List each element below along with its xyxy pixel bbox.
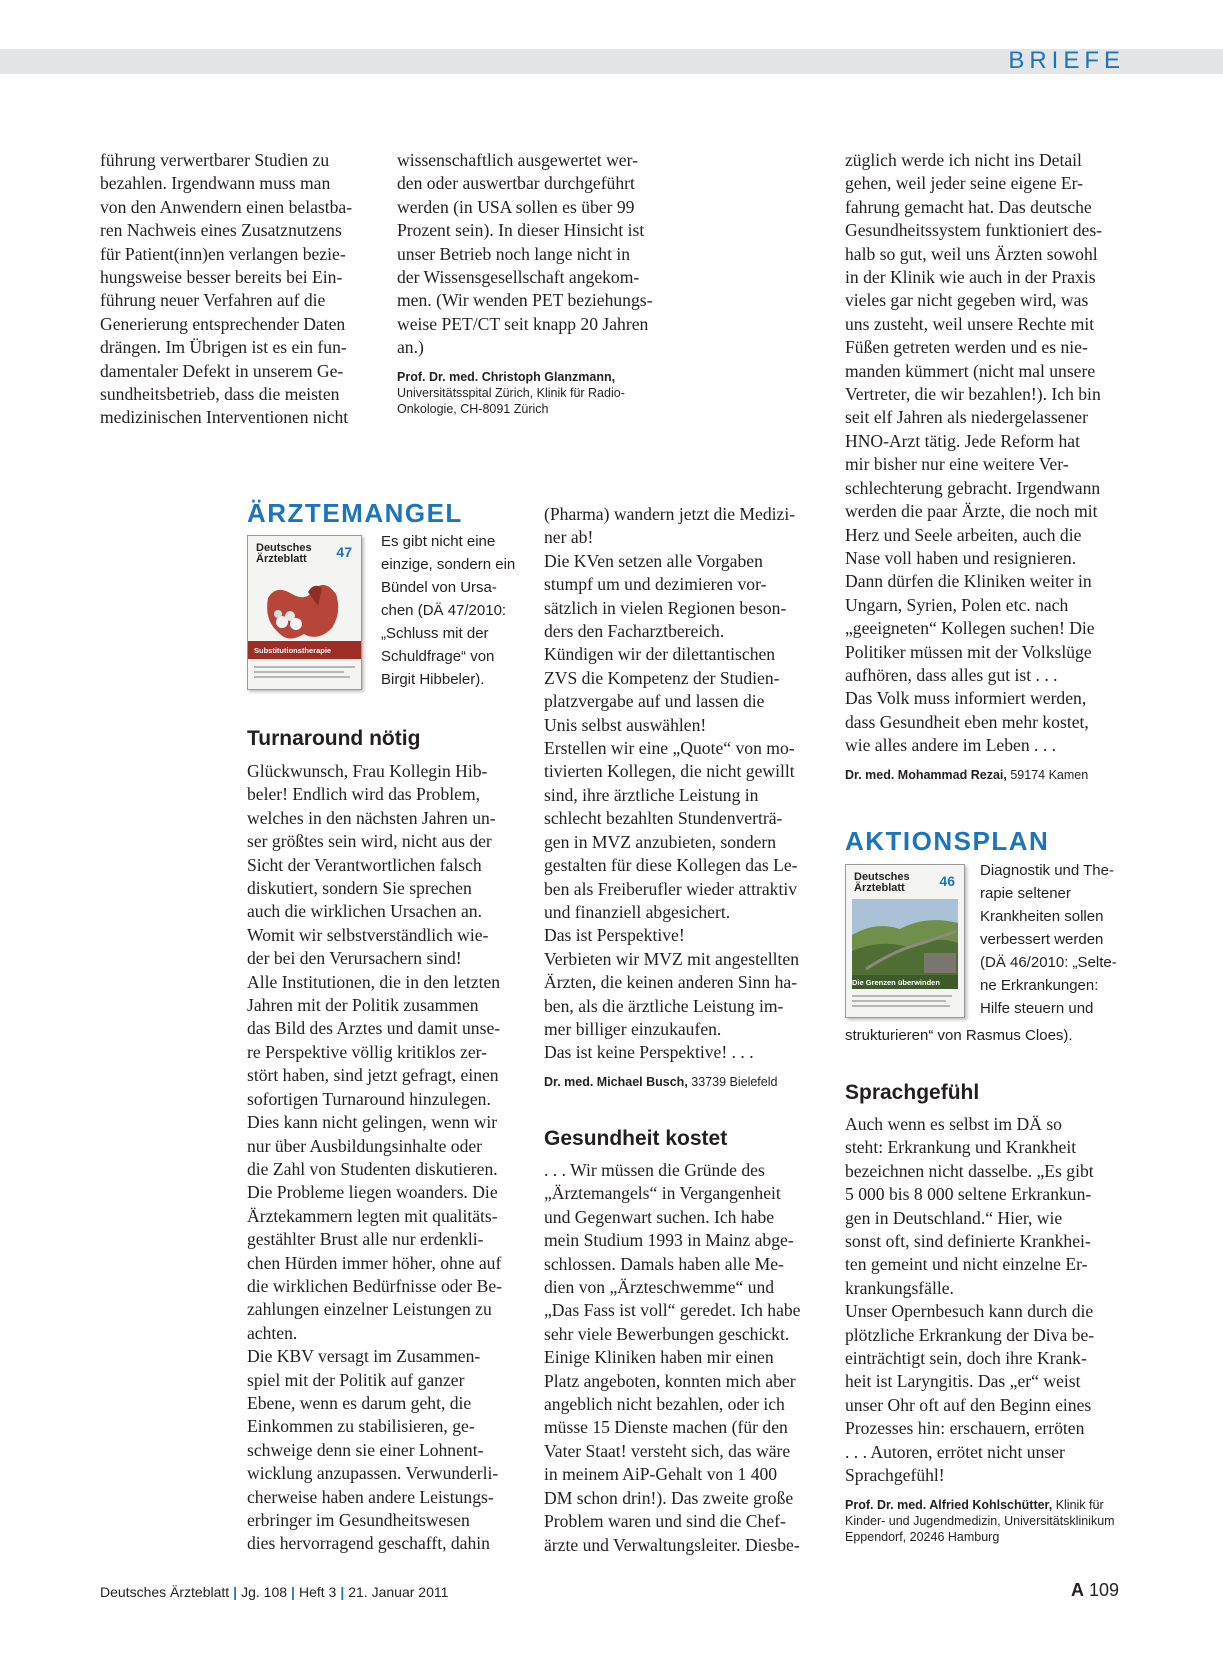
text-line: Sprachgefühl! <box>845 1465 945 1486</box>
text-line: Kinder- und Jugendmedizin, Universitätsklinikum <box>845 1513 1115 1528</box>
text-line: gestählter Brust alle nur erdenkli- <box>247 1229 484 1250</box>
text-line: ZVS die Kompetenz der Studien- <box>544 667 780 688</box>
text-line: Einkommen zu stabilisieren, ge- <box>247 1416 475 1437</box>
cover-issue-number: 47 <box>336 544 352 560</box>
text-line: die wirklichen Bedürfnisse oder Be- <box>247 1275 503 1296</box>
text-line: Universitätsspital Zürich, Klinik für Radio- <box>397 385 625 400</box>
rezai-signature <box>845 767 1130 783</box>
busch-signature <box>544 1074 829 1090</box>
text-line: gestalten für diese Kollegen das Le- <box>544 855 798 876</box>
footer-separator: | <box>340 1584 345 1600</box>
text-line: den oder auswertbar durchgeführt <box>397 173 635 194</box>
text-line: Politiker müssen mit der Volkslüge <box>845 641 1092 662</box>
aerztemangel-teaser <box>381 530 531 691</box>
signature-name: Prof. Dr. med. Alfried Kohlschütter, <box>845 1497 1053 1512</box>
text-line: Kündigen wir der dilettantischen <box>544 644 776 665</box>
text-line: Sicht der Verantwortlichen falsch <box>247 854 482 875</box>
text-line: . . . Wir müssen die Gründe des <box>544 1160 765 1180</box>
text-line: Gesundheitssystem funktioniert des- <box>845 220 1103 241</box>
signature-affiliation <box>845 1513 1130 1545</box>
text-line: „geeigneten“ Kollegen suchen! Die <box>845 618 1095 639</box>
text-line: Ärztekammern legten mit qualitäts- <box>247 1205 498 1226</box>
col2-top-text <box>397 149 687 417</box>
text-line: Diagnostik und The- <box>980 862 1114 879</box>
kohlschuetter-signature <box>845 1497 1130 1545</box>
text-line: Unser Opernbesuch kann durch die <box>845 1301 1094 1322</box>
sprachgefuehl-lines <box>845 1113 1130 1488</box>
text-line: ben als Freiberufler wieder attraktiv <box>544 878 798 899</box>
signature-name: Prof. Dr. med. Christoph Glanzmann, <box>397 369 616 384</box>
text-line: krankungsfälle. <box>845 1277 954 1298</box>
section-kicker-aktionsplan: AKTIONSPLAN <box>845 826 1050 856</box>
text-line: einträchtigt sein, doch ihre Krank- <box>845 1348 1087 1369</box>
gesundheit-body <box>544 1159 829 1557</box>
text-line: DM schon drin!). Das zweite große <box>544 1487 794 1508</box>
text-line: welches in den nächsten Jahren un- <box>247 807 496 828</box>
text-line: mer billiger einzukaufen. <box>544 1018 722 1039</box>
text-line: unser Betrieb noch lange nicht in <box>397 243 631 264</box>
text-line: in der Klinik wie auch in der Praxis <box>845 267 1096 288</box>
glanzmann-letter-body <box>397 149 687 360</box>
text-line: züglich werde ich nicht ins Detail <box>845 150 1082 170</box>
section-label: BRIEFE <box>1008 47 1125 74</box>
text-line: drängen. Im Übrigen ist es ein fun- <box>100 337 347 358</box>
text-line: müsse 15 Dienste machen (für den <box>544 1417 788 1438</box>
text-line: werden die paar Ärzte, die noch mit <box>845 501 1098 522</box>
text-line: die Zahl von Studenten diskutieren. <box>247 1158 498 1179</box>
text-line: vieles gar nicht gegeben wird, was <box>845 290 1089 311</box>
text-line: in meinem AiP-Gehalt von 1 400 <box>544 1464 778 1485</box>
text-line: wie alles andere im Leben . . . <box>845 735 1057 756</box>
text-line: dien von „Ärzteschwemme“ und <box>544 1277 775 1298</box>
text-line: führung verwertbarer Studien zu <box>100 150 330 170</box>
text-line: das Bild des Arztes und damit unse- <box>247 1018 501 1039</box>
text-line: führung neuer Verfahren auf die <box>100 290 326 311</box>
aktionsplan-teaser <box>980 859 1130 1020</box>
text-line: gen in MVZ anzubieten, sondern <box>544 831 777 852</box>
text-line: Eppendorf, 20246 Hamburg <box>845 1529 1000 1544</box>
rezai-letter-body <box>845 149 1130 783</box>
page-number-value: 109 <box>1088 1580 1119 1600</box>
text-line: ren Nachweis eines Zusatznutzens <box>100 220 342 241</box>
text-line: achten. <box>247 1322 298 1343</box>
text-line: schweige denn sie einer Lohnent- <box>247 1439 484 1460</box>
text-line: cherweise haben andere Leistungs- <box>247 1486 494 1507</box>
footer-separator: | <box>291 1584 295 1600</box>
text-line: bezeichnen nicht dasselbe. „Es gibt <box>845 1160 1094 1181</box>
headline-sprachgefuehl: Sprachgefühl <box>845 1081 980 1104</box>
text-line: Womit wir selbstverständlich wie- <box>247 924 489 945</box>
text-line: Herz und Seele arbeiten, auch die <box>845 524 1082 545</box>
cover-thumbnail-46 <box>845 864 965 1018</box>
text-line: Das Volk muss informiert werden, <box>845 688 1087 709</box>
text-line: ten gemeint und nicht einzelne Er- <box>845 1254 1088 1275</box>
text-line: 5 000 bis 8 000 seltene Erkrankun- <box>845 1184 1092 1205</box>
text-line: Krankheiten sollen <box>980 908 1104 925</box>
signature-affiliation-start: Klinik für <box>1052 1497 1104 1512</box>
text-line: Bündel von Ursa- <box>381 579 497 596</box>
text-line: Auch wenn es selbst im DÄ so <box>845 1114 1062 1134</box>
text-line: einzige, sondern ein <box>381 556 516 573</box>
text-line: wissenschaftlich ausgewertet wer- <box>397 150 638 170</box>
text-line: Dies kann nicht gelingen, wenn wir <box>247 1112 498 1133</box>
text-line: für Patient(inn)en verlangen bezie- <box>100 243 346 264</box>
busch-letter-body <box>544 503 829 1090</box>
text-line: „Das Fass ist voll“ geredet. Ich habe <box>544 1300 801 1321</box>
text-line: manden kümmert (nicht mal unsere <box>845 360 1096 381</box>
headline-turnaround: Turnaround nötig <box>247 727 421 750</box>
cover-logo: Deutsches Ärzteblatt <box>256 542 312 565</box>
text-line: Birgit Hibbeler). <box>381 671 485 688</box>
text-line: beler! Endlich wird das Problem, <box>247 784 481 805</box>
text-line: Nase voll haben und resignieren. <box>845 547 1077 568</box>
text-line: ders den Facharztbereich. <box>544 621 725 642</box>
text-line: schlecht bezahlten Stundenverträ- <box>544 808 783 829</box>
sprachgefuehl-body <box>845 1113 1130 1545</box>
text-line: HNO-Arzt tätig. Jede Reform hat <box>845 430 1080 451</box>
text-line: dass Gesundheit eben mehr kostet, <box>845 711 1089 732</box>
busch-letter-lines <box>544 503 829 1065</box>
text-line: und Gegenwart suchen. Ich habe <box>544 1206 775 1227</box>
signature-affiliation <box>397 385 687 417</box>
text-line: „Ärztemangels“ in Vergangenheit <box>544 1183 781 1204</box>
text-line: der Wissensgesellschaft angekom- <box>397 267 640 288</box>
section-kicker-aerztemangel: ÄRZTEMANGEL <box>247 498 463 528</box>
text-line: schlechterung gebracht. Irgendwann <box>845 477 1101 498</box>
headline-gesundheit-kostet: Gesundheit kostet <box>544 1127 728 1150</box>
text-line: ser größtes sein wird, nicht aus der <box>247 831 492 852</box>
footer-separator: | <box>233 1584 238 1600</box>
text-line: Vertreter, die wir bezahlen!). Ich bin <box>845 384 1101 405</box>
text-line: schlossen. Damals haben alle Me- <box>544 1253 784 1274</box>
text-line: Ebene, wenn es darum geht, die <box>247 1392 472 1413</box>
text-line: uns zusteht, weil unsere Rechte mit <box>845 313 1095 334</box>
footer-journal: Deutsches Ärzteblatt <box>100 1584 230 1600</box>
text-line: „Schluss mit der <box>381 625 489 642</box>
cover-title: Substitutionstherapie <box>254 646 332 655</box>
text-line: Prozesses hin: erschauern, erröten <box>845 1418 1085 1439</box>
page-footer <box>100 1584 448 1600</box>
text-line: der bei den Verursachern sind! <box>247 948 462 969</box>
footer-volume: Jg. 108 <box>241 1584 288 1600</box>
text-line: (Pharma) wandern jetzt die Medizi- <box>544 504 796 524</box>
text-line: Hilfe steuern und <box>980 1000 1094 1017</box>
text-line: zahlungen einzelner Leistungen zu <box>247 1299 492 1320</box>
text-line: Jahren mit der Politik zusammen <box>247 995 479 1016</box>
text-line: gen in Deutschland.“ Hier, wie <box>845 1207 1063 1228</box>
text-line: sofortigen Turnaround hinzulegen. <box>247 1088 491 1109</box>
cover-illustration <box>846 865 964 1017</box>
text-line: Onkologie, CH-8091 Zürich <box>397 401 549 416</box>
text-line: Die KBV versagt im Zusammen- <box>247 1346 481 1367</box>
text-line: hungsweise besser bereits bei Ein- <box>100 267 343 288</box>
text-line: Die Probleme liegen woanders. Die <box>247 1182 498 1203</box>
page-prefix: A <box>1070 1580 1084 1600</box>
text-line: halb so gut, weil uns Ärzten sowohl <box>845 243 1098 264</box>
text-line: plötzliche Erkrankung der Diva be- <box>845 1324 1095 1345</box>
text-line: ben, als die ärztliche Leistung im- <box>544 995 784 1016</box>
text-line: erbringer im Gesundheitswesen <box>247 1510 470 1530</box>
text-line: seit elf Jahren als niedergelassener <box>845 407 1088 428</box>
text-line: . . . Autoren, errötet nicht unser <box>845 1441 1065 1462</box>
text-line: und finanziell abgesichert. <box>544 901 731 922</box>
rezai-letter-lines <box>845 149 1130 758</box>
text-line: auch die wirklichen Ursachen an. <box>247 901 482 922</box>
text-line: stört haben, sind jetzt gefragt, einen <box>247 1065 499 1086</box>
text-line: von den Anwendern einen belastba- <box>100 196 353 217</box>
text-line: angeblich nicht bezahlen, oder ich <box>544 1394 785 1415</box>
footer-date: 21. Januar 2011 <box>348 1584 449 1600</box>
text-line: Ärzten, die keinen anderen Sinn ha- <box>544 972 798 993</box>
text-line: sonst oft, sind definierte Krankhei- <box>845 1231 1091 1252</box>
text-line: Schuldfrage“ von <box>381 648 495 665</box>
aktionsplan-teaser-last: strukturieren“ von Rasmus Cloes). <box>845 1027 1073 1044</box>
text-line: diskutiert, sondern Sie sprechen <box>247 878 472 899</box>
cover-issue-number: 46 <box>939 873 955 889</box>
text-line: fahrung gemacht hat. Das deutsche <box>845 196 1092 217</box>
signature-name: Dr. med. Mohammad Rezai, <box>845 767 1007 782</box>
text-line: Alle Institutionen, die in den letzten <box>247 971 501 992</box>
cover-illustration <box>248 536 361 689</box>
text-line: Unis selbst auswählen! <box>544 714 707 735</box>
text-line: an.) <box>397 337 424 358</box>
signature-name: Dr. med. Michael Busch, <box>544 1074 688 1089</box>
col1-top-text <box>100 149 380 430</box>
text-line: gehen, weil jeder seine eigene Er- <box>845 173 1084 194</box>
text-line: Füßen getreten werden und es nie- <box>845 337 1088 358</box>
text-line: bezahlen. Irgendwann muss man <box>100 173 331 194</box>
text-line: medizinischen Interventionen nicht <box>100 407 349 428</box>
text-line: sehr viele Bewerbungen geschickt. <box>544 1323 790 1344</box>
text-line: mir bisher nur eine weitere Ver- <box>845 454 1069 475</box>
text-line: sätzlich in vielen Regionen beson- <box>544 597 787 618</box>
text-line: Es gibt nicht eine <box>381 533 496 550</box>
text-line: ärzte und Verwaltungsleiter. Diesbe- <box>544 1534 800 1555</box>
text-line: Generierung entsprechender Daten <box>100 313 346 334</box>
text-line: Verbieten wir MVZ mit angestellten <box>544 948 800 969</box>
text-line: spiel mit der Politik auf ganzer <box>247 1369 465 1390</box>
text-line: ner ab! <box>544 527 594 548</box>
text-line: Erstellen wir eine „Quote“ von mo- <box>544 738 795 759</box>
text-line: tivierten Kollegen, die nicht gewillt <box>544 761 795 782</box>
text-line: wicklung anzupassen. Verwunderli- <box>247 1463 499 1484</box>
text-line: ne Erkrankungen: <box>980 977 1099 994</box>
text-line: Platz angeboten, konnten mich aber <box>544 1370 796 1391</box>
text-line: (DÄ 46/2010: „Selte- <box>980 954 1117 971</box>
text-line: heit ist Laryngitis. Das „er“ weist <box>845 1371 1081 1392</box>
text-line: chen Hürden immer höher, ohne auf <box>247 1252 502 1273</box>
signature-location: 59174 Kamen <box>1006 767 1089 782</box>
text-line: Dann dürfen die Kliniken weiter in <box>845 571 1092 592</box>
text-line: weise PET/CT seit knapp 20 Jahren <box>397 313 649 334</box>
text-line: re Perspektive völlig kritiklos zer- <box>247 1041 488 1062</box>
cover-logo: Deutsches Ärzteblatt <box>854 871 910 894</box>
text-line: chen (DÄ 47/2010: <box>381 602 507 619</box>
text-line: men. (Wir wenden PET beziehungs- <box>397 290 653 311</box>
text-line: Das ist keine Perspektive! . . . <box>544 1042 754 1063</box>
text-line: dies hervorragend geschafft, dahin <box>247 1533 490 1554</box>
text-line: Problem waren und sind die Chef- <box>544 1511 786 1532</box>
text-line: Das ist Perspektive! <box>544 925 685 946</box>
text-line: sind, ihre ärztliche Leistung in <box>544 784 759 805</box>
glanzmann-signature <box>397 369 687 417</box>
text-line: aufhören, dass alles gut ist . . . <box>845 664 1058 685</box>
text-line: platzvergabe auf und lassen die <box>544 691 765 712</box>
text-line: mein Studium 1993 in Mainz abge- <box>544 1230 794 1251</box>
text-line: Ungarn, Syrien, Polen etc. nach <box>845 594 1069 615</box>
text-line: Die KVen setzen alle Vorgaben <box>544 550 763 571</box>
turnaround-body <box>247 760 527 1556</box>
text-line: sundheitsbetrieb, dass die meisten <box>100 384 340 405</box>
text-line: werden (in USA sollen es über 99 <box>397 196 635 217</box>
text-line: stumpf um und dezimieren vor- <box>544 574 767 595</box>
text-line: Vater Staat! versteht sich, das wäre <box>544 1440 791 1461</box>
text-line: unser Ohr oft auf den Beginn eines <box>845 1394 1092 1415</box>
cover-thumbnail-47 <box>247 535 362 690</box>
text-line: steht: Erkrankung und Krankheit <box>845 1137 1077 1158</box>
cover-title: Die Grenzen überwinden <box>852 978 940 987</box>
footer-issue: Heft 3 <box>298 1584 337 1600</box>
text-line: rapie seltener <box>980 885 1071 902</box>
text-line: damentaler Defekt in unserem Ge- <box>100 360 344 381</box>
text-line: Prozent sein). In dieser Hinsicht ist <box>397 220 645 241</box>
signature-location: 33739 Bielefeld <box>687 1074 778 1089</box>
text-line: Einige Kliniken haben mir einen <box>544 1347 774 1368</box>
text-line: nur über Ausbildungsinhalte oder <box>247 1135 483 1156</box>
text-line: Glückwunsch, Frau Kollegin Hib- <box>247 761 488 781</box>
page-number <box>1071 1580 1119 1601</box>
text-line: verbessert werden <box>980 931 1104 948</box>
